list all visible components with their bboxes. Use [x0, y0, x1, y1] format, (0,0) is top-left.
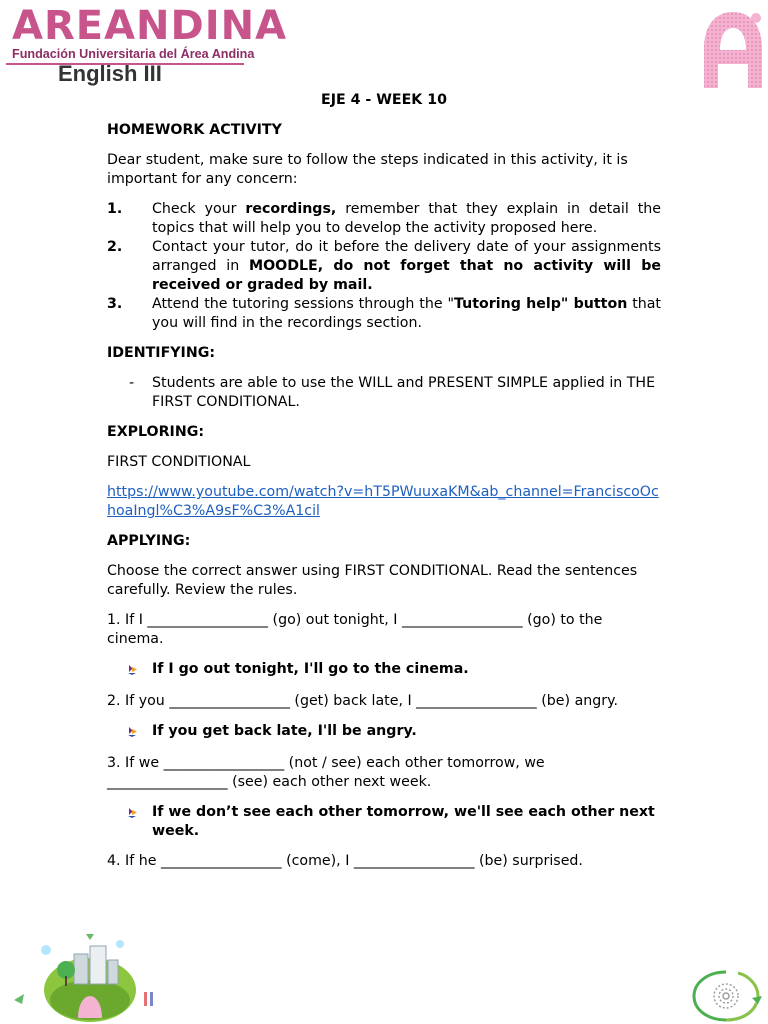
areandina-a-logo-icon — [698, 8, 768, 92]
exercise-answer — [107, 660, 661, 681]
arrow-bullet-icon — [107, 722, 152, 743]
brand-block — [12, 3, 288, 65]
video-link[interactable]: https://www.youtube.com/watch?v=hT5PWuuxaKM&ab_channel=FranciscoOchoaIngl%C3%A9sF%C3%A1cil — [107, 484, 659, 519]
exercise-question: 1. If I _________________ (go) out tonight, I _________________ (go) to the cinema. — [107, 612, 603, 647]
arrow-bullet-icon — [107, 660, 152, 681]
step-text: Attend the tutoring sessions through the "Tutoring help" button that you will find in the recordings section. — [152, 296, 662, 331]
answer-text: If I go out tonight, I'll go to the cinema. — [152, 661, 469, 677]
step-number: 2. — [107, 239, 123, 255]
list-item — [107, 295, 661, 333]
identifying-heading: IDENTIFYING: — [107, 345, 216, 361]
exercise-question: 2. If you _________________ (get) back late, I _________________ (be) angry. — [107, 693, 618, 709]
answer-text: If you get back late, I'll be angry. — [152, 723, 417, 739]
brand-name: AREANDINA — [12, 3, 288, 49]
exercise-answer — [107, 803, 661, 841]
list-item — [107, 200, 661, 238]
course-title: English III — [58, 61, 162, 86]
fingerprint-recycle-icon — [690, 968, 762, 1022]
homework-heading: HOMEWORK ACTIVITY — [107, 122, 282, 138]
list-item — [107, 238, 661, 295]
step-text: Contact your tutor, do it before the delivery date of your assignments arranged in MOODLE, do not forget that no activity will be received or graded by mail. — [152, 239, 661, 293]
intro-paragraph: Dear student, make sure to follow the steps indicated in this activity, it is important for any concern: — [107, 152, 628, 187]
exercise-question: 4. If he _________________ (come), I _________________ (be) surprised. — [107, 853, 583, 869]
arrow-bullet-icon — [107, 803, 152, 841]
applying-heading: APPLYING: — [107, 533, 191, 549]
identifying-text: Students are able to use the WILL and PRESENT SIMPLE applied in THE FIRST CONDITIONAL. — [152, 375, 656, 410]
document-body — [107, 121, 661, 882]
exploring-topic: FIRST CONDITIONAL — [107, 454, 251, 470]
list-item — [107, 374, 661, 412]
step-text: Check your recordings, remember that they explain in detail the topics that will help you to develop the activity proposed here. — [152, 201, 661, 236]
applying-instructions: Choose the correct answer using FIRST CONDITIONAL. Read the sentences carefully. Review the rules. — [107, 563, 638, 598]
exercise-answer — [107, 722, 661, 743]
steps-list — [107, 200, 661, 333]
eco-city-leaf-icon — [8, 930, 168, 1022]
step-number: 3. — [107, 296, 123, 312]
dash-marker: - — [129, 375, 135, 391]
answer-text: If we don’t see each other tomorrow, we'll see each other next week. — [152, 804, 655, 839]
exercise-question: 3. If we _________________ (not / see) each other tomorrow, we _________________ (see) each other next week. — [107, 755, 545, 790]
step-number: 1. — [107, 201, 123, 217]
brand-subtitle: Fundación Universitaria del Área Andina — [12, 47, 255, 61]
exploring-heading: EXPLORING: — [107, 424, 205, 440]
document-title: EJE 4 - WEEK 10 — [321, 92, 447, 108]
